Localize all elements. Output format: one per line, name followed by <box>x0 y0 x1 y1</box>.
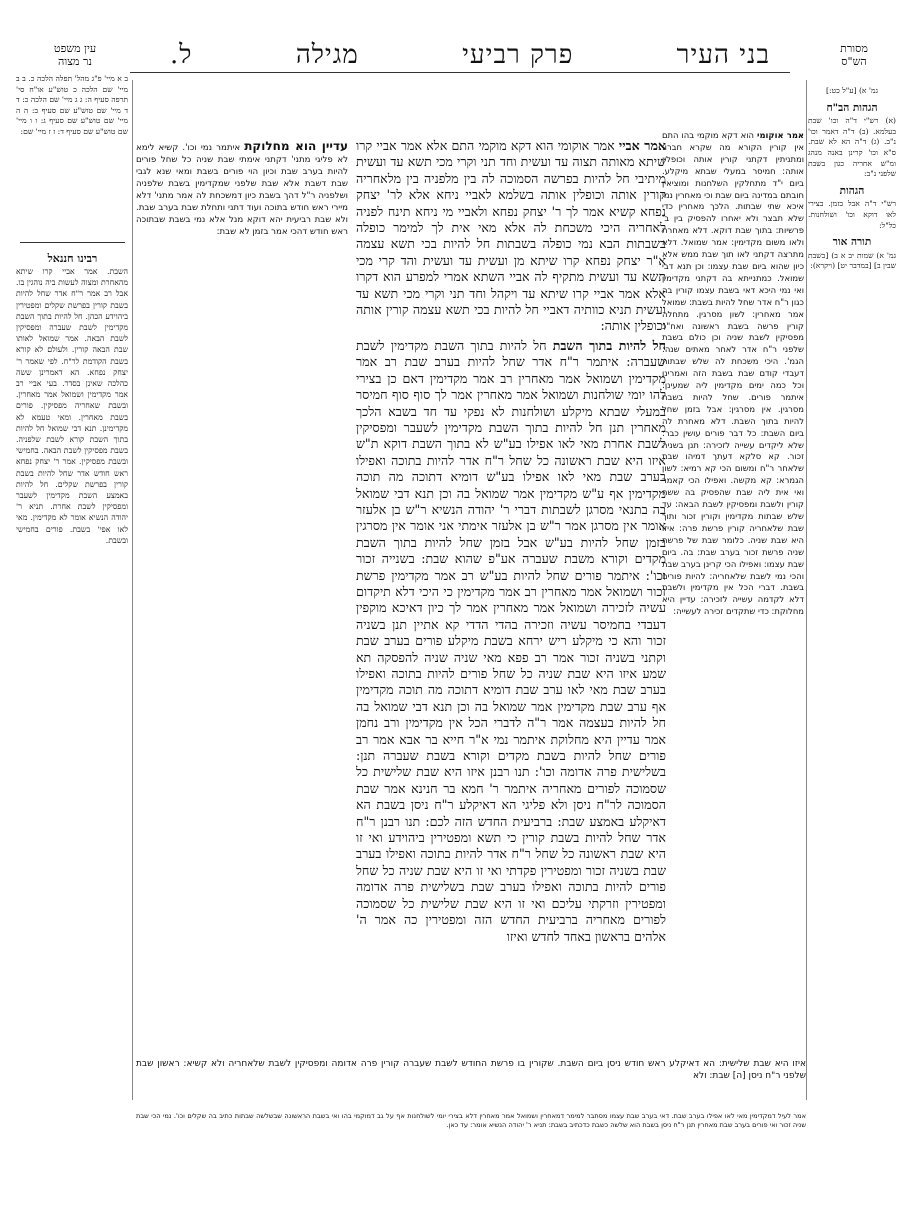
header-chapter: פרק רביעי <box>462 40 574 70</box>
footnote-block <box>136 1112 806 1152</box>
hagahot-bach-title: הגהות הב"ח <box>826 101 878 114</box>
header-tractate-left: בני העיר <box>676 40 770 70</box>
rabbeinu-chananel-column <box>16 266 128 1064</box>
header-tractate: מגילה <box>295 40 359 70</box>
torah-or-title: תורה אור <box>832 236 872 249</box>
gemara-opening: אמר אביי <box>618 138 666 153</box>
rabbeinu-chananel-text: השבת. אמר אביי קרו שיתא מהאחרת ומצוה לעשות ביה נוהגין בו. אבל רב אמר ר"ח אדר שחל להיות בשבת קורין בפרשת שקלים ומפטירין ביהוידע הכהן. חל להיות בתוך השבת מקדימין לשבת שעברה ומפסיקין לשבת הבאה. אמר שמואל לאותו שבת הבאה קורין. ולעולם לא קורא בשבת הקודמת לר"ח. לפי שאמר ר' יצחק נפחא. הא דאמרינן ששה כהלכה שאינן בסדר. בעי אביי רב אמר מקדימין ושמואל אמר מאחרין. ובשבת שאחריה מפסיקין. פורים בשבת מאחרין. ומאי טעמא לא מקדימינן. תנא דבי שמואל חל להיות בתוך השבת קורא לשבת שלפניה. בשבת מפסיקין לשבת הבאה. בחמישי ובשבת מפסיקין. אמר ר' יצחק נפחא ראש חודש אדר שחל להיות בשבת קורין בפרשת שקלים. חל להיות באמצע השבת מקדימין לשעבר ומפסיקין לשבת אחרת. תניא ר' יהודה הנשיא אומר לא מקדימין. מאי לאו אפי' בשבת. פורים בחמישי ובשבת. <box>16 267 128 545</box>
gemara-main-text <box>356 138 666 1058</box>
gemara-para1: אמר אוקומי הוא דקא מוקמי התם אלא אמר אביי קרו שיתא מאותה תצוה עד ועשית וחד תני וקרי מכי תשא עד ועשית מיתיבי חל להיות בפרשה הסמוכה לה בין מלפניה בין מלאחריה קורין אותה וכופלין אותה בשלמא לאביי ניחא אלא לר' יצחק נפחא קשיא אמר לך ר' יצחק נפחא ולאביי מי ניחא תינח לפניה לאחריה היכי משכחת לה אלא מאי אית לך למימר כופלה בשבתות הבא נמי כופלה בשבתות חל להיות בכי תשא עצמה א"ר יצחק נפחא קרו שיתא מן ועשית עד ועשית והד קרי מכי תשא עד ועשית מתקיף לה אביי השתא אמרי למפרע הוא דקרו אלא אמר אביי קרו שיתא עד ויקהל וחד תני וקרי מכי תשא עד ועשית תניא כוותיה דאביי חל להיות בכי תשא עצמה קורין אותה וכופלין אותה: <box>356 138 666 334</box>
mishnah-label: חל להיות בתוך השבת <box>552 337 666 353</box>
tosafot-opening: עדיין הוא מחלוקת <box>244 140 348 153</box>
masoret-heading <box>814 42 894 68</box>
rashi-opening: אמר אוקומי <box>757 130 804 140</box>
bottom-continuation <box>136 1058 806 1106</box>
ein-mishpat-heading <box>20 42 130 68</box>
left-margin-rule <box>132 80 133 1100</box>
ein-mishpat-heading-line1: עין משפט <box>53 42 97 55</box>
tosafot-column <box>136 140 348 380</box>
right-margin-rule <box>806 80 807 1100</box>
header-rule <box>130 72 790 73</box>
ein-mishpat-heading-line2: נר מצוה <box>58 55 92 68</box>
masoret-entry: גמ' א) [ע"ל כט:] <box>826 86 878 95</box>
rashi-text: הוא דקא מוקמי בהו התם אין קורין הקורא מה שקרא חברו. ומתניתין דקתני קורין אותה וכופלין אותה: חמיסר במעלי שבתא מיקלע. ביום י"ד מתחלקין השלחנות ומוציאין חובתם במדינה ביום שבת וכי מאחרין נמי איכא שתי שבתות. הלכך מאחרין כדי שלא תבצר ולא יאחרו להפסיק בין ב' פרשיות: בתוך שבת דוקא. דלא מאחרת ולאו משום מקדימין: אמר שמואל. דלא מתרצה דקתני לאו תוך שבת ממש אלא כיון שהוא ביום שבת עצמו: וכן תנא דבי שמואל. כמתנייתא בה דקתני מקדימין ואי נמי היכא דאי בשבת עצמו קורין בה כגון ר"ח אדר שחל להיות בשבת: שמואל אמר מאחרין: לשון מסרגין. מתחלה קורין פרשה בשבת ראשונה ואח"כ מפסיקין לשבת שניה וכן כולם בשבת שלפני ר"ח אדר לאחר מאתים שנה: הגמ'. היכי משכחת לה שלש שבתות דעבדי קודם שבת בשבת הזה ואמרינן וכל כמה ימים מקדימין ליה שמעינן: איתמר פורים. שחל להיות בשבת מסרגין. אין מסרגין: אבל בזמן שחל להיות בתוך השבת. דלא מאחרת לה ביום השבת: כל דבר פורים עושין כבר: שלא ליקדים עשייה לזכירה: תנן בשניה זכור. קא סלקא דעתך דמיהו שבת שלאחר ר"ח ומשום הכי קא רמיא: לשון הגמרא: קא מקשה. ואפילו הכי קאמר ואי אית ליה שבת שהפסיק בה ששה קורין ולשבת ומפסיקין לשבת הבאה: עד שלש שבתות מקדימין וקורין זכור ותוך שבת שלאחריה קורין פרשת פרה: איזו היא שבת שניה. כלומר שבת של פרשת שניה פרשת זכור בערב שבת: בה. ביום שבת עצמו: ואפילו הכי קרינן בערב שבת והכי נמי לשבת שלאחריה: להיות פורים בשבת. דברי הכל אין מקדימין ולשבת דלא לקדמה עשייה לזכירה: עדיין היא מחלוקת: כדי שתקדים זכירה לעשייה: <box>662 130 804 617</box>
hagahot-text: רש"י ד"ה אבל בזמן. בצירי לאו דוקא וכו' ושולחנות. כל"ל: <box>808 199 896 230</box>
header-folio: ל. <box>170 40 193 70</box>
gemara-para2: חל להיות בתוך השבת מקדימין לשבת שעברה: איתמר ר"ח אדר שחל להיות בערב שבת רב אמר מקדימין ושמואל אמר מאחרין רב אמר מקדימין דאם כן בצירי להו יומי שולחנות ושמואל אמר מאחרין אמר לך סוף סוף חמיסר במעלי שבתא מיקלע ושולחנות לא נפקי עד חד בשבא הלכך מאחרין תנן חל להיות בתוך השבת מקדימין לשעבר ומפסיקין לשבת אחרת מאי לאו אפילו בע"ש לא בתוך השבת דוקא ת"ש איזו היא שבת ראשונה כל שחל ר"ח אדר להיות בתוכה ואפילו בערב שבת מאי לאו אפילו בע"ש דומיא דתוכה מה תוכה מקדימין אף ע"ש מקדימין אמר שמואל בה וכן תנא דבי שמואל בה בתנאי מסרגן לשבתות דברי ר' יהודה הנשיא ר"ש בן אלעזר אומר אין מסרגן אמר ר"ש בן אלעזר אימתי אני אומר אין מסרגין בזמן שחל להיות בע"ש אבל בזמן שחל להיות בתוך השבת מקדים וקורא משבת שעברה אע"פ שהוא שבת: בשנייה זכור וכו': איתמר פורים שחל להיות בע"ש רב אמר מקדימין פרשת זכור ושמואל אמר מאחרין רב אמר מקדימין כי היכי דלא תיקדום עשיה לזכירה ושמואל אמר מאחרין אמר לך כיון דאיכא מוקפין דעבדי בחמיסר עשיה וזכירה בהדי הדדי קא אתיין תנן בשניה זכור והא כי מיקלע ריש ירחא בשבת מיקלע פורים בערב שבת וקתני בשניה זכור אמר רב פפא מאי שניה שניה להפסקה תא שמע איזו היא שבת שניה כל שחל פורים להיות בתוכה ואפילו בערב שבת מאי לאו ערב שבת דומיא דתוכה מה תוכה מקדימין אף ערב שבת מקדימין אמר שמואל בה וכן תנא דבי שמואל בה חל להיות בעצמה אמר ר"ה לדברי הכל אין מקדימין ורב נחמן אמר עדיין היא מחלוקת איתמר נמי א"ר חייא בר אבא אמר רב פורים שחל להיות בשבת מקדים וקורא בשבת שעברה תנן: בשלישית פרה אדומה וכו': תנו רבנן איזו היא שבת שלישית כל שסמוכה לפורים מאחריה איתמר ר' חמא בר חנינא אמר שבת הסמוכה לר"ח ניסן ולא פליגי הא דאיקלע ר"ח ניסן בשבת הא דאיקלע באמצע שבת: ברביעית החדש הזה לכם: תנו רבנן ר"ח אדר שחל להיות בשבת קורין כי תשא ומפטירין ביהוידע ואי זו היא שבת ראשונה כל שחל ר"ח אדר להיות בתוכה ואפילו בערב שבת בשניה זכור ומפטירין פקדתי ואי זו היא שבת שניה כל שחל פורים להיות בתוכה ואפילו בערב שבת בשלישית פרה אדומה ומפטירין וזרקתי עליכם ואי זו היא שבת שלישית כל שסמוכה לפורים מאחריה ברביעית החדש הזה ומפטירין כה אמר ה' אלהים בראשון באחד לחדש ואיזו <box>356 337 666 944</box>
right-margin-column <box>808 86 896 336</box>
masoret-heading-line2: הש"ס <box>841 55 867 68</box>
footnote-text: אמר לעיל דמקדימין מאי לאו אפילו בערב שבת. דאי בערב שבת עצמו מסתבר למימר דמאחרין ושמואל אמר מאחרין דלא בצירי יומי לשולחנות אף על גב דמוקמי בהו ואי בשבת הראשונה שבשלשה שבתות כתיב בה שקלים וכו'. נמי הכי שבת שניה זכור ואי פורים בערב שבת מאחרין תנן ר"ח ניסן בשבת הוא שלשה כשבת כדכתיב בשבת: תניא ר' יהודה הנשיא אומר: עד כאן. <box>136 1112 806 1129</box>
masoret-heading-line1: מסורת <box>840 42 868 55</box>
tosafot-text: איתמר נמי וכו'. קשיא לימא לא פליגי מתני' דקתני אימתי שבת שניה כל שחל פורים להיות בערב שבת וכיון הוי פורים בשבת ומאי שנא לגבי שבת דשבת אלא שבת שלפני שמקדימין בשבת שלפניה ושלפניה ר"ל דהך בשבת כיון דמשכחת לה אמר מתני' דלא מיירי ראש חודש בתוכה ועוד דתני ותחלת שבת בערב שבת. ולא שבת רביעית יהא דוקא מנל אלא נמי בשבת שבתוכה ראש חודש דהכי אמר בזמן לא שבת: <box>136 143 348 237</box>
ein-mishpat-text: ב א מיי' פ"ג מהל' תפלה הלכה כ. ב ב מיי' שם הלכה כ טוש"ע או"ח סי' תרפה סעיף ה: ג ג מיי' שם הלכה כ: ד ד מיי' שם טוש"ע שם סעיף ב: ה ה מיי' שם טוש"ע שם סעיף ג: ו ו מיי' שם טוש"ע שם סעיף ד: ז ז מיי' שם: <box>16 74 128 136</box>
torah-or-text: גמ' א) שמות יב א ב) [בשבת שבין ב] [במדבר יט] (ויקרא): <box>808 250 896 271</box>
hagahot-title: הגהות <box>839 184 865 197</box>
hagahot-bach-text: (א) רש"י ד"ה וכו' שבת בעלמא. (ב) ד"ה דאמר וכו' נ"ב. (ג) ד"ה הא לא שבת. ס"א וכו' קרינן באנה מנהג ומ"ש אחריה כגון בשבת שלפני נ"ב: <box>808 116 896 179</box>
rabbeinu-chananel-title: רבינו חננאל <box>47 252 98 265</box>
bottom-continuation-text: איזו היא שבת שלישית: הא דאיקלע ראש חודש ניסן ביום השבת. שקורין בו פרשת החודש לשבת שעברה קורין פרה אדומה ומפסיקין לשבת שלאחריה ולא קשיא: ראשון שבת שלפני ר"ח ניסן [ה] שבת: ולא <box>136 1059 806 1081</box>
ein-mishpat-column <box>16 74 128 234</box>
page-header <box>170 30 770 70</box>
ein-mishpat-rule <box>20 242 125 243</box>
rashi-column <box>662 130 804 1045</box>
